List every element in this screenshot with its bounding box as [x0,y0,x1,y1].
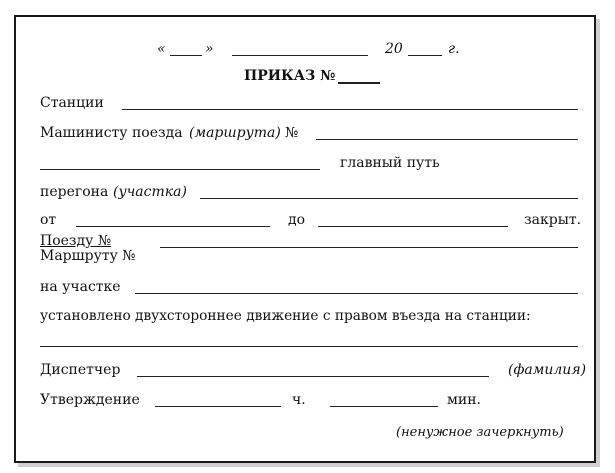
section-field[interactable] [200,198,578,199]
route-number-label: Маршруту № [40,248,136,264]
on-section-label: на участке [40,279,121,295]
approval-label: Утверждение [40,392,140,408]
section-sub-label: (участка) [113,184,187,200]
minutes-field[interactable] [330,406,438,407]
year-prefix: 20 [385,41,403,57]
closed-label: закрыт. [524,212,582,228]
dispatcher-field[interactable] [137,376,489,377]
surname-label: (фамилия) [508,362,587,378]
to-label: до [288,212,306,228]
order-number-field[interactable] [338,82,380,84]
to-field[interactable] [318,226,508,227]
month-field[interactable] [232,55,368,56]
stations-field[interactable] [40,346,578,347]
driver-number-sign: № [285,125,299,141]
dispatcher-label: Диспетчер [40,362,121,378]
hours-label: ч. [292,392,306,408]
from-field[interactable] [76,226,270,227]
minutes-label: мин. [447,392,482,408]
year-field[interactable] [408,55,442,56]
order-title: ПРИКАЗ № [244,68,336,84]
from-label: от [40,212,57,228]
driver-route-label: (маршрута) [189,125,281,141]
on-section-field[interactable] [135,293,578,294]
date-quote-open: « [157,41,166,57]
year-suffix: г. [448,41,460,57]
cross-out-note: (ненужное зачеркнуть) [396,425,564,440]
train-route-number-field[interactable] [160,247,578,248]
station-label: Станции [40,95,104,111]
driver-label: Машинисту поезда [40,125,183,141]
section-label: перегона [40,184,109,200]
station-field[interactable] [122,109,578,110]
two-way-traffic-text: установлено двухстороннее движение с правом въезда на станции: [40,308,531,324]
date-quote-close: » [205,41,214,57]
main-track-number-field[interactable] [40,169,320,170]
main-track-label: главный путь [340,155,440,171]
day-field[interactable] [170,55,202,56]
train-number-field[interactable] [316,139,578,140]
train-number-label: Поезду № [40,233,112,249]
hours-field[interactable] [155,406,281,407]
